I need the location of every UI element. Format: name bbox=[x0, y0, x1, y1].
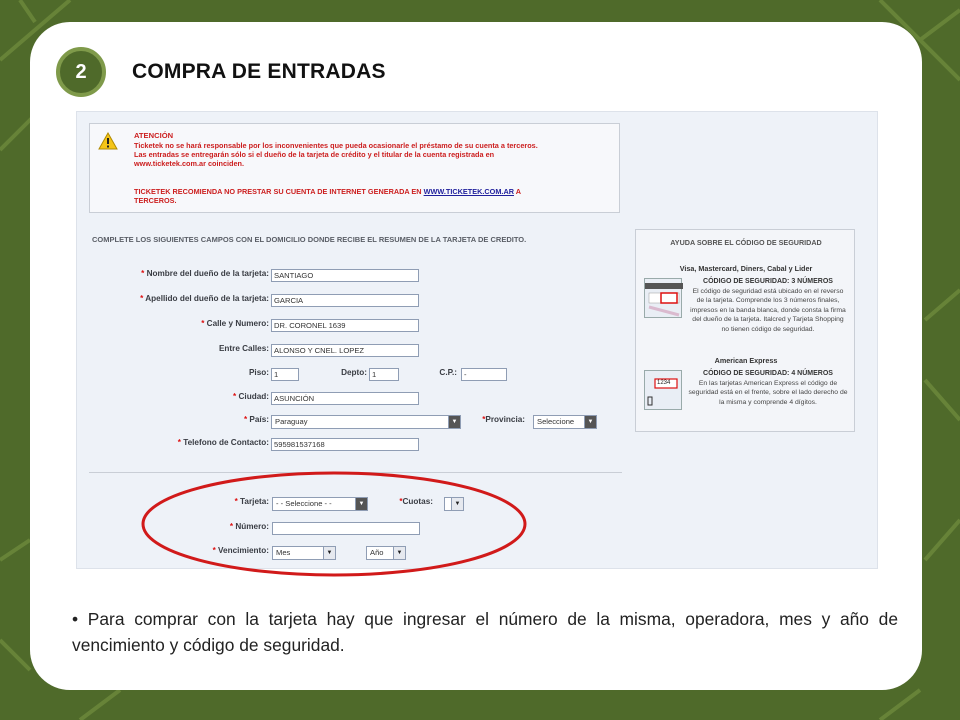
required-mark: * bbox=[482, 415, 486, 424]
required-mark: * bbox=[234, 497, 238, 506]
warning-line-1: Ticketek no se hará responsable por los inconvenientes que pueda ocasionarle el préstamo de su cuenta a terceros. bbox=[134, 141, 538, 150]
tarjeta-label: Tarjeta: bbox=[240, 497, 269, 506]
piso-input[interactable]: 1 bbox=[271, 368, 299, 381]
label-ciudad bbox=[77, 392, 269, 406]
vencimiento-label: Vencimiento: bbox=[218, 546, 269, 555]
amex-code-sample: 1234 bbox=[657, 380, 671, 386]
required-mark: * bbox=[229, 522, 234, 531]
step-number-badge: 2 bbox=[56, 47, 106, 97]
label-apellido bbox=[77, 294, 269, 308]
chevron-down-icon: ▼ bbox=[355, 498, 367, 510]
depto-label: Depto: bbox=[341, 368, 367, 377]
amex-card-icon bbox=[644, 370, 682, 410]
calle-label: Calle y Numero: bbox=[206, 319, 269, 328]
cp-input[interactable]: - bbox=[461, 368, 507, 381]
vencimiento-year-value: Año bbox=[370, 548, 384, 557]
vencimiento-month-value: Mes bbox=[276, 548, 291, 557]
depto-input[interactable]: 1 bbox=[369, 368, 399, 381]
nombre-input[interactable]: SANTIAGO bbox=[271, 269, 419, 282]
tarjeta-value: - - Seleccione - - bbox=[276, 499, 332, 508]
visa-code-heading: CÓDIGO DE SEGURIDAD: 3 NÚMEROS bbox=[703, 278, 833, 285]
label-nombre bbox=[77, 269, 269, 283]
amex-code-text: En las tarjetas American Express el código de seguridad está en el frente, sobre el lado derecho de la misma y comprende 4 dígitos. bbox=[688, 380, 848, 406]
label-provincia bbox=[461, 415, 525, 429]
warning-title: ATENCIÓN bbox=[134, 131, 174, 140]
highlight-ellipse bbox=[140, 470, 528, 578]
apellido-input[interactable]: GARCIA bbox=[271, 294, 419, 307]
visa-subtitle: Visa, Mastercard, Diners, Cabal y Lider bbox=[679, 264, 813, 273]
chevron-down-icon: ▼ bbox=[393, 547, 405, 559]
chevron-down-icon: ▼ bbox=[584, 416, 596, 428]
required-mark: * bbox=[243, 415, 248, 424]
pais-label: País: bbox=[249, 415, 269, 424]
bullet-icon: • bbox=[72, 609, 79, 629]
warning-triangle-icon bbox=[98, 132, 118, 150]
required-mark: * bbox=[399, 497, 403, 506]
ticketek-link[interactable]: WWW.TICKETEK.COM.AR bbox=[423, 187, 514, 196]
label-cp bbox=[407, 368, 457, 382]
required-mark: * bbox=[140, 294, 144, 303]
card-back-icon bbox=[644, 278, 682, 318]
warning-box bbox=[89, 123, 620, 213]
warning-line-4 bbox=[134, 187, 521, 196]
chevron-down-icon: ▼ bbox=[323, 547, 335, 559]
amex-code-heading: CÓDIGO DE SEGURIDAD: 4 NÚMEROS bbox=[703, 370, 833, 377]
piso-label: Piso: bbox=[248, 368, 269, 377]
chevron-down-icon: ▼ bbox=[448, 416, 460, 428]
provincia-value: Seleccione bbox=[537, 417, 575, 426]
label-telefono bbox=[77, 438, 269, 452]
pais-select[interactable] bbox=[271, 415, 461, 429]
security-code-help bbox=[635, 229, 855, 432]
required-mark: * bbox=[233, 392, 237, 401]
warning-line-4-text: TICKETEK RECOMIENDA NO PRESTAR SU CUENTA DE INTERNET GENERADA EN bbox=[134, 187, 424, 196]
numero-label: Número: bbox=[235, 522, 269, 531]
warning-line-5: TERCEROS. bbox=[134, 196, 177, 205]
bullet-text bbox=[72, 606, 898, 658]
visa-code-text: El código de seguridad está ubicado en el reverso de la tarjeta. Comprende los 3 números finales, impresos en la banda blanca, donde consta la firma del dueño de la tarjeta. Italcred y Tarjeta Shopping no tienen código de seguridad. bbox=[690, 288, 846, 333]
form-instruction: COMPLETE LOS SIGUIENTES CAMPOS CON EL DOMICILIO DONDE RECIBE EL RESUMEN DE LA TARJETA DE CREDITO. bbox=[92, 235, 527, 244]
amex-subtitle: American Express bbox=[714, 356, 778, 365]
label-entre-calles bbox=[77, 344, 269, 358]
provincia-select[interactable] bbox=[533, 415, 597, 429]
help-title: AYUDA SOBRE EL CÓDIGO DE SEGURIDAD bbox=[670, 238, 822, 247]
apellido-label: Apellido del dueño de la tarjeta: bbox=[145, 294, 269, 303]
telefono-input[interactable]: 595981537168 bbox=[271, 438, 419, 451]
entre-calles-input[interactable]: ALONSO Y CNEL. LOPEZ bbox=[271, 344, 419, 357]
required-mark: * bbox=[177, 438, 181, 447]
warning-line-4-end: A bbox=[513, 187, 522, 196]
nombre-label: Nombre del dueño de la tarjeta: bbox=[146, 269, 269, 278]
label-pais bbox=[77, 415, 269, 429]
ciudad-input[interactable]: ASUNCIÓN bbox=[271, 392, 419, 405]
provincia-label: Provincia: bbox=[485, 415, 525, 424]
chevron-down-icon: ▼ bbox=[451, 498, 463, 510]
calle-input[interactable]: DR. CORONEL 1639 bbox=[271, 319, 419, 332]
telefono-label: Telefono de Contacto: bbox=[183, 438, 269, 447]
required-mark: * bbox=[201, 319, 205, 328]
entre-calles-label: Entre Calles: bbox=[218, 344, 269, 353]
label-calle bbox=[77, 319, 269, 333]
required-mark: * bbox=[141, 269, 145, 278]
slide-title: COMPRA DE ENTRADAS bbox=[132, 60, 386, 83]
bullet-description: Para comprar con la tarjeta hay que ingresar el número de la misma, operadora, mes y año de vencimiento y código de seguridad. bbox=[72, 609, 898, 655]
label-piso bbox=[77, 368, 269, 382]
required-mark: * bbox=[212, 546, 216, 555]
warning-line-3: www.ticketek.com.ar coinciden. bbox=[134, 159, 245, 168]
cp-label: C.P.: bbox=[439, 368, 457, 377]
pais-value: Paraguay bbox=[275, 417, 308, 426]
ciudad-label: Ciudad: bbox=[238, 392, 269, 401]
label-depto bbox=[307, 368, 367, 382]
cuotas-label: Cuotas: bbox=[402, 497, 433, 506]
warning-line-2: Las entradas se entregarán sólo si el dueño de la tarjeta de crédito y el titular de la cuenta registrada en bbox=[134, 150, 495, 159]
